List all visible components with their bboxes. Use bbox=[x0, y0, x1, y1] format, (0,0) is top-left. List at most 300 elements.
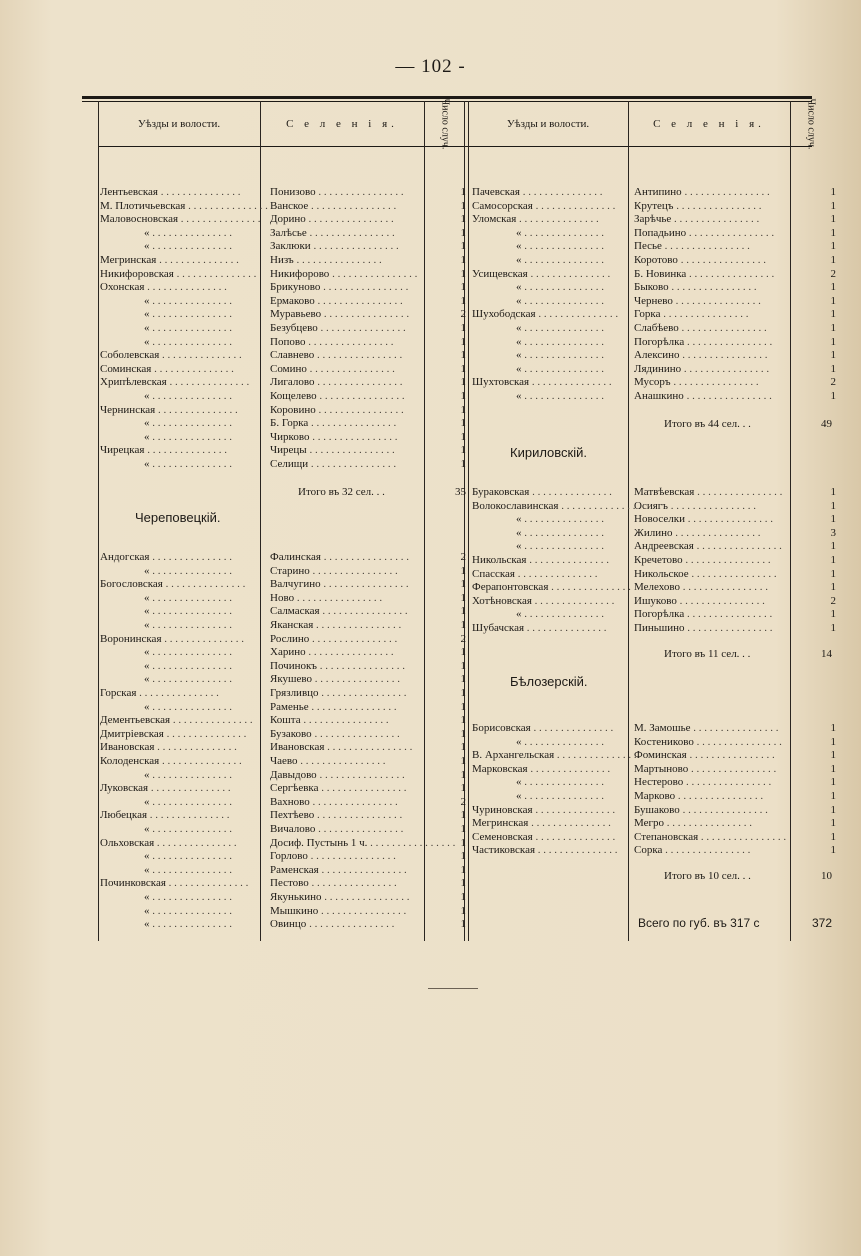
leader-dots: . . . . . . . . . . . . . . . bbox=[149, 591, 232, 604]
case-count: 1 bbox=[830, 776, 836, 789]
leader-dots: . . . . . . . . . . . . . . . . bbox=[671, 213, 760, 226]
leader-dots: . . . . . . . . . . . . . . . . bbox=[313, 619, 402, 631]
case-count: 1 bbox=[830, 390, 836, 402]
leader-dots: . . . . . . . . . . . . . . . . bbox=[315, 186, 404, 198]
leader-dots: . . . . . . . . . . . . . . . bbox=[515, 567, 598, 580]
section-title-belozersk: Бѣлозерскій. bbox=[510, 674, 588, 689]
volost-name: Ивановская . . . . . . . . . . . . . . . bbox=[100, 741, 237, 754]
table-row bbox=[472, 568, 844, 581]
volost-name: Соминская . . . . . . . . . . . . . . . bbox=[100, 362, 234, 375]
volost-name: « . . . . . . . . . . . . . . . bbox=[144, 308, 232, 321]
leader-dots: . . . . . . . . . . . . . . . bbox=[521, 526, 604, 539]
case-count: 1 bbox=[830, 790, 836, 802]
case-count: 2 bbox=[460, 308, 466, 321]
volost-name: « . . . . . . . . . . . . . . . bbox=[144, 335, 232, 348]
volost-name: Луковская . . . . . . . . . . . . . . . bbox=[100, 782, 231, 795]
case-count: 2 bbox=[460, 551, 466, 563]
leader-dots: . . . . . . . . . . . . . . . . bbox=[668, 281, 757, 294]
case-count: 1 bbox=[830, 240, 836, 253]
leader-dots: . . . . . . . . . . . . . . . . bbox=[321, 891, 410, 903]
leader-dots: . . . . . . . . . . . . . . . . bbox=[683, 776, 772, 789]
volost-name: « . . . . . . . . . . . . . . . bbox=[144, 863, 232, 876]
leader-dots: . . . . . . . . . . . . . . . . bbox=[320, 551, 409, 563]
leader-dots: . . . . . . . . . . . . . . . bbox=[521, 735, 604, 748]
village-name: Ивановская . . . . . . . . . . . . . . . . bbox=[270, 741, 413, 754]
leader-dots: . . . . . . . . . . . . . . . bbox=[144, 281, 227, 294]
leader-dots: . . . . . . . . . . . . . . . . bbox=[664, 817, 753, 830]
case-count: 2 bbox=[830, 267, 836, 280]
leader-dots: . . . . . . . . . . . . . . . . bbox=[293, 254, 382, 266]
leader-dots: . . . . . . . . . . . . . . . bbox=[519, 186, 603, 198]
village-name: Понизово . . . . . . . . . . . . . . . . bbox=[270, 186, 404, 198]
volost-name: « . . . . . . . . . . . . . . . bbox=[144, 659, 232, 672]
village-name: Коровино . . . . . . . . . . . . . . . . bbox=[270, 403, 404, 416]
table-row bbox=[100, 308, 472, 321]
table-row bbox=[100, 551, 472, 564]
case-count: 1 bbox=[460, 362, 466, 375]
case-count: 1 bbox=[460, 199, 466, 212]
leader-dots: . . . . . . . . . . . . . . . bbox=[521, 362, 604, 375]
village-name: Дорино . . . . . . . . . . . . . . . . bbox=[270, 213, 394, 226]
case-count: 1 bbox=[830, 722, 836, 734]
village-name: Рослино . . . . . . . . . . . . . . . . bbox=[270, 632, 398, 645]
table-row bbox=[472, 213, 844, 226]
leader-dots: . . . . . . . . . . . . . . . . bbox=[294, 591, 383, 604]
volost-name: Дмитріевская . . . . . . . . . . . . . . . bbox=[100, 727, 247, 740]
case-count: 1 bbox=[460, 646, 466, 659]
table-row bbox=[100, 404, 472, 417]
volost-name: Лентьевская . . . . . . . . . . . . . . . bbox=[100, 186, 241, 198]
leader-dots: . . . . . . . . . . . . . . . . bbox=[317, 659, 405, 672]
volost-name: Никифоровская . . . . . . . . . . . . . . . bbox=[100, 267, 257, 280]
case-count: 1 bbox=[460, 403, 466, 416]
village-name: Б. Новинка . . . . . . . . . . . . . . . . bbox=[634, 267, 775, 280]
leader-dots: . . . . . . . . . . . . . . . . bbox=[681, 186, 770, 198]
case-count: 1 bbox=[460, 809, 466, 822]
leader-dots: . . . . . . . . . . . . . . . bbox=[521, 540, 604, 553]
volost-name: « . . . . . . . . . . . . . . . bbox=[516, 735, 604, 748]
right-total-3-label: Итого въ 10 сел. . . bbox=[664, 870, 751, 882]
leader-dots: . . . . . . . . . . . . . . . . bbox=[682, 554, 771, 566]
table-row bbox=[472, 268, 844, 281]
table-row bbox=[472, 500, 844, 513]
village-name: Заклюки . . . . . . . . . . . . . . . . bbox=[270, 240, 399, 253]
leader-dots: . . . . . . . . . . . . . . . bbox=[149, 551, 232, 563]
leader-dots: . . . . . . . . . . . . . . . . bbox=[312, 673, 400, 686]
right-total-1-value: 49 bbox=[821, 418, 832, 430]
leader-dots: . . . . . . . . . . . . . . . . bbox=[321, 308, 410, 321]
table-row bbox=[100, 728, 472, 741]
volost-name: « . . . . . . . . . . . . . . . bbox=[144, 390, 232, 402]
leader-dots: . . . . . . . . . . . . . . . . bbox=[316, 768, 405, 781]
volost-name: Маловосновская . . . . . . . . . . . . . . . bbox=[100, 213, 261, 226]
volost-name: « . . . . . . . . . . . . . . . bbox=[144, 240, 232, 253]
village-name: Якунькино . . . . . . . . . . . . . . . . bbox=[270, 891, 410, 903]
leader-dots: . . . . . . . . . . . . . . . . bbox=[694, 486, 783, 498]
village-name: Славнево . . . . . . . . . . . . . . . . bbox=[270, 349, 403, 362]
village-name: Селищи . . . . . . . . . . . . . . . . bbox=[270, 458, 397, 470]
leader-dots: . . . . . . . . . . . . . . . . bbox=[318, 782, 407, 795]
table-row bbox=[100, 755, 472, 768]
village-name: Сорка . . . . . . . . . . . . . . . . bbox=[634, 844, 751, 857]
leader-dots: . . . . . . . . . . . . . . . bbox=[144, 444, 227, 457]
case-count: 1 bbox=[460, 850, 466, 863]
leader-dots: . . . . . . . . . . . . . . . . bbox=[305, 213, 394, 226]
leader-dots: . . . . . . . . . . . . . . . . bbox=[679, 803, 768, 816]
leader-dots: . . . . . . . . . . . . . . . bbox=[532, 199, 616, 212]
leader-dots: . . . . . . . . . . . . . . . bbox=[521, 226, 604, 239]
leader-dots: . . . . . . . . . . . . . . . bbox=[161, 632, 244, 645]
table-row bbox=[472, 308, 844, 321]
case-count: 1 bbox=[460, 741, 466, 754]
leader-dots: . . . . . . . . . . . . . . . . bbox=[698, 830, 787, 843]
case-count: 1 bbox=[460, 700, 466, 713]
volost-name: « . . . . . . . . . . . . . . . bbox=[516, 335, 604, 348]
leader-dots: . . . . . . . . . . . . . . . bbox=[532, 830, 616, 843]
volost-name: Шубачская . . . . . . . . . . . . . . . bbox=[472, 622, 607, 634]
village-name: Давыдово . . . . . . . . . . . . . . . . bbox=[270, 768, 405, 781]
leader-dots: . . . . . . . . . . . . . . . bbox=[149, 605, 232, 618]
village-name: Пестово . . . . . . . . . . . . . . . . bbox=[270, 877, 397, 890]
case-count: 1 bbox=[460, 430, 466, 443]
case-count: 1 bbox=[830, 499, 836, 512]
table-row bbox=[100, 295, 472, 308]
leader-dots: . . . . . . . . . . . . . . . bbox=[527, 267, 611, 280]
leader-dots: . . . . . . . . . . . . . . . bbox=[149, 891, 232, 903]
table-row bbox=[472, 513, 844, 526]
leader-dots: . . . . . . . . . . . . . . . . bbox=[684, 622, 773, 634]
case-count: 1 bbox=[460, 226, 466, 239]
volost-name: Борисовская . . . . . . . . . . . . . . . bbox=[472, 722, 614, 734]
leader-dots: . . . . . . . . . . . . . . . bbox=[528, 817, 611, 830]
leader-dots: . . . . . . . . . . . . . . . . bbox=[300, 714, 389, 727]
leader-dots: . . . . . . . . . . . . . . . bbox=[147, 809, 230, 822]
case-count: 1 bbox=[460, 863, 466, 876]
leader-dots: . . . . . . . . . . . . . . . . bbox=[311, 727, 400, 740]
leader-dots: . . . . . . . . . . . . . . . bbox=[521, 776, 604, 789]
case-count: 1 bbox=[460, 349, 466, 362]
village-name: Ново . . . . . . . . . . . . . . . . bbox=[270, 591, 383, 604]
leader-dots: . . . . . . . . . . . . . . . bbox=[149, 335, 232, 348]
table-row bbox=[100, 213, 472, 226]
case-count: 1 bbox=[460, 417, 466, 430]
right-total-2-value: 14 bbox=[821, 648, 832, 660]
volost-name: Мегринская . . . . . . . . . . . . . . . bbox=[472, 817, 611, 830]
table-row bbox=[472, 349, 844, 362]
volost-name: Чирецкая . . . . . . . . . . . . . . . bbox=[100, 444, 227, 457]
right-total-3-value: 10 bbox=[821, 870, 832, 882]
table-row bbox=[100, 619, 472, 632]
volost-name: Бураковская . . . . . . . . . . . . . . . bbox=[472, 486, 612, 498]
table-row bbox=[472, 595, 844, 608]
table-row bbox=[100, 918, 472, 931]
village-name: Бушаково . . . . . . . . . . . . . . . . bbox=[634, 803, 768, 816]
table-row bbox=[472, 581, 844, 594]
village-name: Грязливцо . . . . . . . . . . . . . . . . bbox=[270, 687, 407, 699]
end-rule bbox=[428, 988, 478, 989]
table-row bbox=[100, 714, 472, 727]
case-count: 1 bbox=[460, 267, 466, 280]
leader-dots: . . . . . . . . . . . . . . . . bbox=[679, 581, 768, 594]
village-name: Кощелево . . . . . . . . . . . . . . . . bbox=[270, 390, 405, 402]
case-count: 1 bbox=[460, 782, 466, 795]
leader-dots: . . . . . . . . . . . . . . . . bbox=[305, 335, 394, 348]
leader-dots: . . . . . . . . . . . . . . . . bbox=[686, 267, 775, 280]
table-row bbox=[100, 769, 472, 782]
leader-dots: . . . . . . . . . . . . . . . . bbox=[308, 199, 397, 212]
leader-dots: . . . . . . . . . . . . . . . . bbox=[667, 499, 756, 512]
case-count: 1 bbox=[830, 554, 836, 566]
table-row bbox=[472, 281, 844, 294]
case-count: 2 bbox=[830, 594, 836, 607]
village-name: Погорѣлка . . . . . . . . . . . . . . . . bbox=[634, 335, 773, 348]
leader-dots: . . . . . . . . . . . . . . . bbox=[155, 403, 238, 416]
village-name: Починокъ . . . . . . . . . . . . . . . . bbox=[270, 659, 405, 672]
case-count: 1 bbox=[830, 322, 836, 334]
case-count: 1 bbox=[830, 622, 836, 634]
leader-dots: . . . . . . . . . . . . . . . . bbox=[329, 267, 418, 280]
table-row bbox=[472, 831, 844, 844]
village-name: Чирково . . . . . . . . . . . . . . . . bbox=[270, 430, 398, 443]
section-title-cherepovets: Череповецкій. bbox=[135, 510, 221, 525]
village-name: Слабѣево . . . . . . . . . . . . . . . . bbox=[634, 322, 767, 334]
header-selenia-left: С е л е н і я. bbox=[286, 118, 398, 130]
volost-name: « . . . . . . . . . . . . . . . bbox=[516, 390, 604, 402]
village-name: Салмаская . . . . . . . . . . . . . . . . bbox=[270, 605, 408, 618]
volost-name: « . . . . . . . . . . . . . . . bbox=[144, 458, 232, 470]
case-count: 1 bbox=[830, 199, 836, 212]
volost-name: Чернинская . . . . . . . . . . . . . . . bbox=[100, 403, 238, 416]
table-row bbox=[100, 877, 472, 890]
table-row bbox=[472, 736, 844, 749]
case-count: 1 bbox=[830, 362, 836, 375]
village-name: Степановская . . . . . . . . . . . . . . . . bbox=[634, 830, 787, 843]
volost-name: Самосорская . . . . . . . . . . . . . . . bbox=[472, 199, 616, 212]
case-count: 1 bbox=[460, 335, 466, 348]
leader-dots: . . . . . . . . . . . . . . . bbox=[535, 844, 618, 857]
volost-name: Ферапонтовская . . . . . . . . . . . . . . . bbox=[472, 581, 631, 594]
case-count: 1 bbox=[460, 918, 466, 931]
case-count: 1 bbox=[460, 564, 466, 577]
leader-dots: . . . . . . . . . . . . . . . bbox=[149, 240, 232, 253]
case-count: 1 bbox=[460, 605, 466, 618]
leader-dots: . . . . . . . . . . . . . . . . bbox=[308, 877, 397, 890]
leader-dots: . . . . . . . . . . . . . . . . bbox=[317, 322, 406, 334]
table-row bbox=[100, 254, 472, 267]
case-count: 1 bbox=[830, 844, 836, 857]
case-count: 1 bbox=[830, 226, 836, 239]
village-name: Мелехово . . . . . . . . . . . . . . . . bbox=[634, 581, 768, 594]
table-row bbox=[472, 817, 844, 830]
leader-dots: . . . . . . . . . . . . . . . . bbox=[306, 362, 395, 375]
case-count: 1 bbox=[830, 294, 836, 307]
table-row bbox=[472, 763, 844, 776]
village-name: Жилино . . . . . . . . . . . . . . . . bbox=[634, 526, 761, 539]
table-row bbox=[100, 186, 472, 199]
volost-name: « . . . . . . . . . . . . . . . bbox=[516, 513, 604, 526]
village-name: Лядинино . . . . . . . . . . . . . . . . bbox=[634, 362, 770, 375]
leader-dots: . . . . . . . . . . . . . . . . bbox=[684, 513, 773, 526]
leader-dots: . . . . . . . . . . . . . . . bbox=[554, 749, 637, 762]
leader-dots: . . . . . . . . . . . . . . . . bbox=[314, 809, 403, 822]
leader-dots: . . . . . . . . . . . . . . . . bbox=[318, 904, 407, 917]
volost-name: « . . . . . . . . . . . . . . . bbox=[144, 619, 232, 631]
leader-dots: . . . . . . . . . . . . . . . . bbox=[670, 376, 759, 389]
leader-dots: . . . . . . . . . . . . . . . . bbox=[660, 308, 749, 321]
volost-name: « . . . . . . . . . . . . . . . bbox=[144, 891, 232, 903]
volost-name: Семеновская . . . . . . . . . . . . . . . bbox=[472, 830, 616, 843]
leader-dots: . . . . . . . . . . . . . . . . bbox=[318, 863, 407, 876]
village-name: Новоселки . . . . . . . . . . . . . . . . bbox=[634, 513, 773, 526]
leader-dots: . . . . . . . . . . . . . . . bbox=[516, 213, 599, 226]
village-name: Низъ . . . . . . . . . . . . . . . . bbox=[270, 254, 382, 266]
leader-dots: . . . . . . . . . . . . . . . . bbox=[693, 735, 782, 748]
table-row bbox=[472, 486, 844, 499]
page-number: — 102 - bbox=[395, 56, 466, 77]
leader-dots: . . . . . . . . . . . . . . . bbox=[149, 904, 232, 917]
leader-dots: . . . . . . . . . . . . . . . bbox=[521, 322, 604, 334]
case-count: 1 bbox=[460, 281, 466, 294]
leader-dots: . . . . . . . . . . . . . . . . bbox=[693, 540, 782, 553]
leader-dots: . . . . . . . . . . . . . . . . bbox=[309, 795, 398, 808]
leader-dots: . . . . . . . . . . . . . . . . bbox=[672, 294, 761, 307]
leader-dots: . . . . . . . . . . . . . . . . bbox=[319, 605, 408, 618]
village-name: Вичалово . . . . . . . . . . . . . . . . bbox=[270, 823, 404, 835]
leader-dots: . . . . . . . . . . . . . . . bbox=[529, 486, 612, 498]
header-uezdy-left: Уѣзды и волости. bbox=[137, 118, 221, 130]
volost-name: Любецкая . . . . . . . . . . . . . . . bbox=[100, 809, 230, 822]
village-name: Мегро . . . . . . . . . . . . . . . . bbox=[634, 817, 753, 830]
leader-dots: . . . . . . . . . . . . . . . bbox=[521, 513, 604, 526]
volost-name: Соболевская . . . . . . . . . . . . . . . bbox=[100, 349, 242, 362]
leader-dots: . . . . . . . . . . . . . . . bbox=[166, 376, 250, 389]
table-row bbox=[472, 295, 844, 308]
volost-name: « . . . . . . . . . . . . . . . bbox=[144, 795, 232, 808]
table-row bbox=[100, 227, 472, 240]
leader-dots: . . . . . . . . . . . . . . . bbox=[149, 795, 232, 808]
village-name: Фалинская . . . . . . . . . . . . . . . . bbox=[270, 551, 409, 563]
volost-name: « . . . . . . . . . . . . . . . bbox=[144, 294, 232, 307]
case-count: 1 bbox=[830, 486, 836, 498]
leader-dots: . . . . . . . . . . . . . . . bbox=[521, 349, 604, 362]
village-name: Нестерово . . . . . . . . . . . . . . . . bbox=[634, 776, 772, 789]
table-row bbox=[100, 687, 472, 700]
table-row bbox=[472, 336, 844, 349]
case-count: 1 bbox=[460, 390, 466, 402]
case-count: 1 bbox=[460, 186, 466, 198]
case-count: 1 bbox=[830, 581, 836, 594]
table-row bbox=[100, 200, 472, 213]
case-count: 1 bbox=[460, 294, 466, 307]
table-row bbox=[100, 660, 472, 673]
leader-dots: . . . . . . . . . . . . . . . . bbox=[688, 762, 777, 775]
volost-name: Чуриновская . . . . . . . . . . . . . . . bbox=[472, 803, 616, 816]
table-row bbox=[472, 804, 844, 817]
case-count: 1 bbox=[460, 755, 466, 767]
case-count: 1 bbox=[460, 823, 466, 835]
case-count: 1 bbox=[460, 444, 466, 457]
table-row bbox=[100, 322, 472, 335]
volost-name: Уломская . . . . . . . . . . . . . . . bbox=[472, 213, 599, 226]
volost-name: Горская . . . . . . . . . . . . . . . bbox=[100, 687, 219, 699]
case-count: 1 bbox=[460, 687, 466, 699]
leader-dots: . . . . . . . . . . . . . . . bbox=[521, 254, 604, 266]
table-row bbox=[472, 749, 844, 762]
leader-dots: . . . . . . . . . . . . . . . . bbox=[314, 294, 403, 307]
leader-dots: . . . . . . . . . . . . . . . bbox=[531, 594, 615, 607]
case-count: 1 bbox=[460, 619, 466, 631]
village-name: Мартыново . . . . . . . . . . . . . . . . bbox=[634, 762, 777, 775]
volost-name: « . . . . . . . . . . . . . . . bbox=[144, 322, 232, 334]
village-name: Ермаково . . . . . . . . . . . . . . . . bbox=[270, 294, 403, 307]
village-name: Яканская . . . . . . . . . . . . . . . . bbox=[270, 619, 402, 631]
leader-dots: . . . . . . . . . . . . . . . . bbox=[306, 918, 395, 931]
leader-dots: . . . . . . . . . . . . . . . bbox=[149, 458, 232, 470]
table-row bbox=[100, 578, 472, 591]
volost-name: Усищевская . . . . . . . . . . . . . . . bbox=[472, 267, 611, 280]
case-count: 1 bbox=[830, 186, 836, 198]
case-count: 1 bbox=[830, 735, 836, 748]
table-row bbox=[472, 622, 844, 635]
leader-dots: . . . . . . . . . . . . . . . bbox=[548, 581, 631, 594]
right-total-1-label: Итого въ 44 сел. . . bbox=[664, 418, 751, 430]
case-count: 1 bbox=[830, 817, 836, 830]
table-row bbox=[472, 776, 844, 789]
village-name: Сергѣевка . . . . . . . . . . . . . . . . bbox=[270, 782, 407, 795]
table-row bbox=[100, 431, 472, 444]
village-name: Чернево . . . . . . . . . . . . . . . . bbox=[634, 294, 761, 307]
case-count: 1 bbox=[460, 659, 466, 672]
volost-name: Колоденская . . . . . . . . . . . . . . . bbox=[100, 755, 242, 767]
leader-dots: . . . . . . . . . . . . . . . . bbox=[320, 578, 409, 591]
leader-dots: . . . . . . . . . . . . . . . . bbox=[318, 687, 407, 699]
leader-dots: . . . . . . . . . . . . . . . . bbox=[309, 632, 398, 645]
case-count: 1 bbox=[830, 749, 836, 762]
volost-name: Марковская . . . . . . . . . . . . . . . bbox=[472, 762, 611, 775]
table-row bbox=[100, 349, 472, 362]
case-count: 2 bbox=[460, 795, 466, 808]
village-name: Попово . . . . . . . . . . . . . . . . bbox=[270, 335, 394, 348]
case-count: 1 bbox=[460, 376, 466, 389]
leader-dots: . . . . . . . . . . . . . . . . bbox=[306, 226, 395, 239]
leader-dots: . . . . . . . . . . . . . . . bbox=[149, 226, 232, 239]
col-line bbox=[98, 101, 99, 941]
table-row bbox=[100, 592, 472, 605]
leader-dots: . . . . . . . . . . . . . . . . bbox=[684, 335, 773, 348]
village-name: Харино . . . . . . . . . . . . . . . . bbox=[270, 646, 394, 659]
volost-name: « . . . . . . . . . . . . . . . bbox=[516, 362, 604, 375]
volost-name: « . . . . . . . . . . . . . . . bbox=[516, 240, 604, 253]
table-row bbox=[100, 646, 472, 659]
table-row bbox=[100, 673, 472, 686]
case-count: 1 bbox=[830, 830, 836, 843]
village-name: Горка . . . . . . . . . . . . . . . . bbox=[634, 308, 749, 321]
table-row bbox=[100, 864, 472, 877]
table-row bbox=[472, 527, 844, 540]
village-name: Валчугино . . . . . . . . . . . . . . . . bbox=[270, 578, 409, 591]
leader-dots: . . . . . . . . . . . . . . . bbox=[158, 186, 241, 198]
leader-dots: . . . . . . . . . . . . . . . . bbox=[308, 700, 397, 713]
village-name: Антипино . . . . . . . . . . . . . . . . bbox=[634, 186, 770, 198]
volost-name: « . . . . . . . . . . . . . . . bbox=[144, 564, 232, 577]
volost-name: Охонская . . . . . . . . . . . . . . . bbox=[100, 281, 227, 294]
leader-dots: . . . . . . . . . . . . . . . bbox=[558, 499, 641, 512]
leader-dots: . . . . . . . . . . . . . . . . bbox=[310, 240, 399, 253]
leader-dots: . . . . . . . . . . . . . . . bbox=[151, 362, 234, 375]
section-title-kirillov: Кириловскій. bbox=[510, 445, 587, 460]
village-name: Раменская . . . . . . . . . . . . . . . . bbox=[270, 863, 407, 876]
case-count: 1 bbox=[830, 308, 836, 321]
